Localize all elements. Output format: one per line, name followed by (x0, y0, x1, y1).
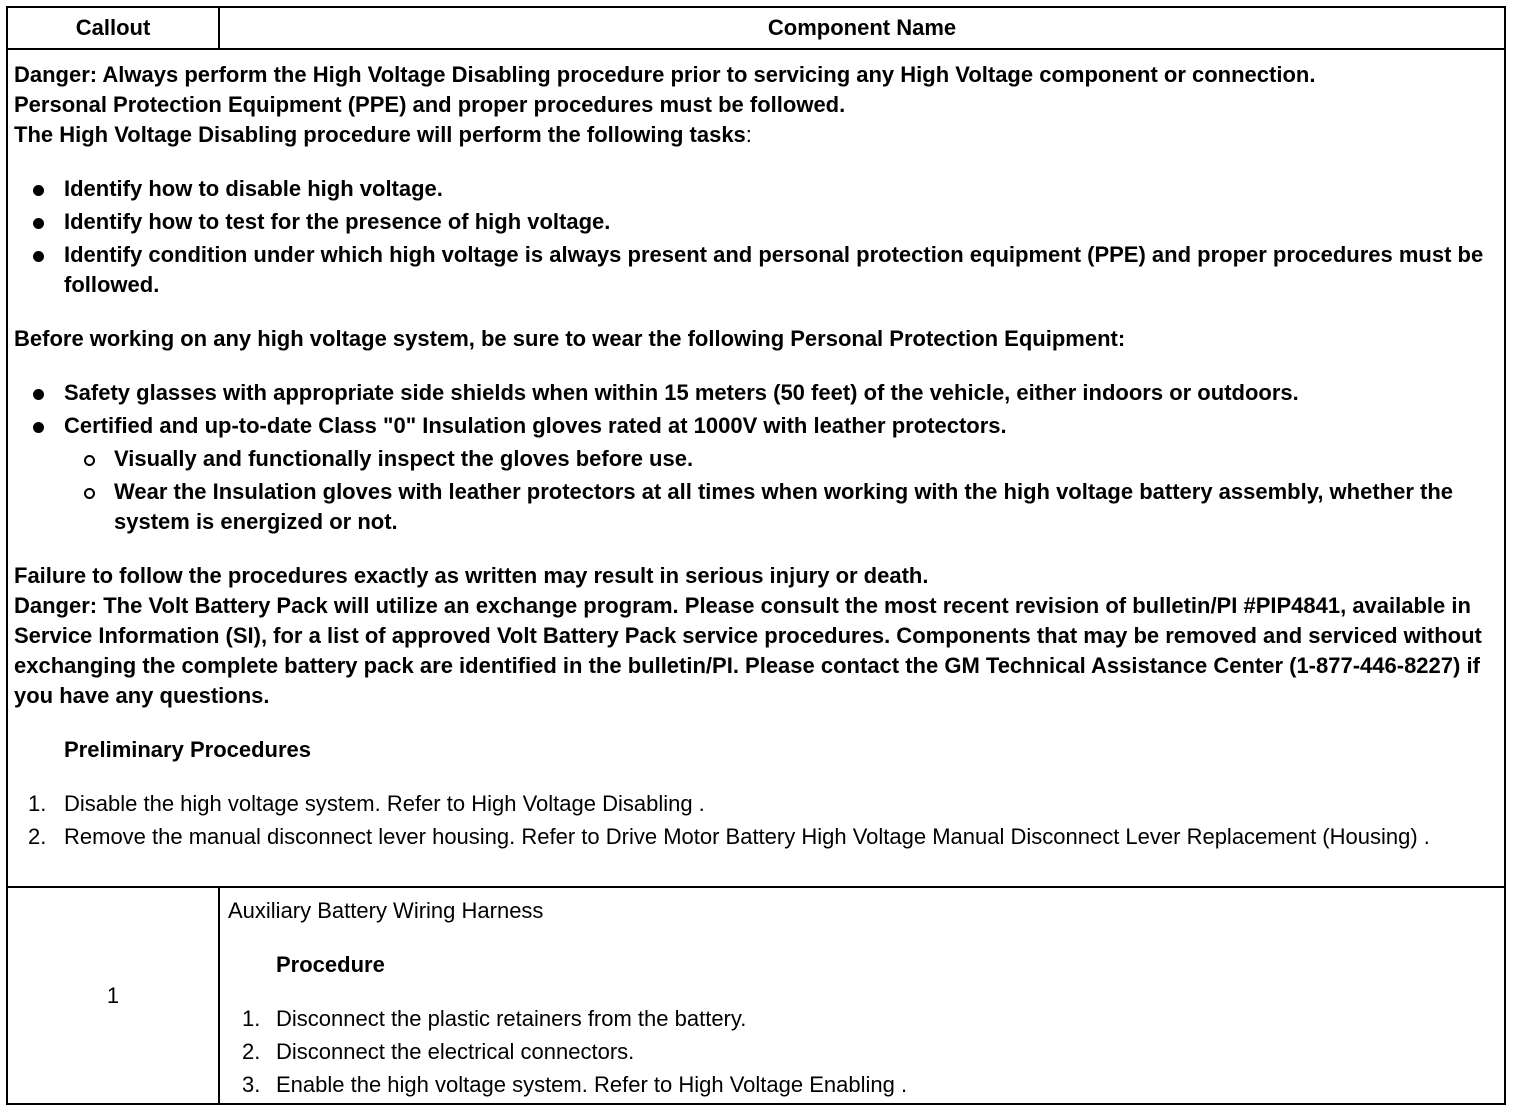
callout-column-header: Callout (8, 8, 220, 48)
list-subitem: Wear the Insulation gloves with leather protectors at all times when working with the high voltage battery assembly, whether the system is energized or not. (14, 477, 1496, 537)
ppe-list (14, 378, 1496, 537)
bullet-icon (33, 185, 44, 196)
tasks-intro-line (14, 120, 1496, 150)
before-working-statement: Before working on any high voltage system, be sure to wear the following Personal Protection Equipment: (14, 326, 1126, 351)
bullet-icon (33, 251, 44, 262)
failure-statement: Failure to follow the procedures exactly as written may result in serious injury or death. (14, 563, 929, 588)
circle-bullet-icon (84, 488, 95, 499)
component-name-column-header: Component Name (767, 15, 957, 40)
list-item: 1. Disable the high voltage system. Refer to High Voltage Disabling . (28, 791, 705, 816)
procedure-heading: Procedure (276, 952, 385, 977)
preliminary-procedures-heading: Preliminary Procedures (64, 737, 312, 762)
bullet-icon (33, 389, 44, 400)
table-row (8, 888, 1504, 1103)
danger-statement: Danger: Always perform the High Voltage Disabling procedure prior to servicing any High Voltage component or connection. (14, 62, 1316, 87)
tasks-intro-colon: : (745, 122, 752, 147)
procedure-steps-list (228, 1004, 1496, 1100)
list-item: Identify condition under which high voltage is always present and personal protection equipment (PPE) and proper procedures must be followed. (14, 240, 1496, 300)
list-item: Identify how to test for the presence of high voltage. (14, 207, 1496, 237)
table-header (8, 8, 1504, 50)
exchange-program-statement: Danger: The Volt Battery Pack will utilize an exchange program. Please consult the most recent revision of bulletin/PI #PIP4841, available in Service Information (SI), for a list of approved Volt Battery Pack service procedures. Components that may be removed and serviced without exchanging the complete battery pack are identified in the bulletin/PI. Please contact the GM Technical Assistance Center (1-877-446-8227) if you have any questions. (14, 593, 1482, 708)
list-item: Certified and up-to-date Class "0" Insulation gloves rated at 1000V with leather protectors. (14, 411, 1496, 441)
callout-cell: 1 (8, 888, 220, 1103)
list-subitem: Visually and functionally inspect the gloves before use. (14, 444, 1496, 474)
list-item: 3. Enable the high voltage system. Refer to High Voltage Enabling . (242, 1072, 908, 1097)
list-item: 2. Remove the manual disconnect lever housing. Refer to Drive Motor Battery High Voltage Manual Disconnect Lever Replacement (Housing) . (28, 824, 1430, 849)
list-item: 1. Disconnect the plastic retainers from the battery. (242, 1006, 747, 1031)
component-cell (220, 888, 1504, 1103)
list-item: Safety glasses with appropriate side shields when within 15 meters (50 feet) of the vehicle, either indoors or outdoors. (14, 378, 1496, 408)
circle-bullet-icon (84, 455, 95, 466)
warning-block (8, 50, 1504, 888)
preliminary-steps-list (14, 789, 1496, 852)
bullet-icon (33, 422, 44, 433)
bullet-icon (33, 218, 44, 229)
list-item: 2. Disconnect the electrical connectors. (242, 1039, 635, 1064)
service-table (6, 6, 1506, 1105)
ppe-statement: Personal Protection Equipment (PPE) and proper procedures must be followed. (14, 92, 846, 117)
component-name: Auxiliary Battery Wiring Harness (228, 898, 544, 923)
list-item: Identify how to disable high voltage. (14, 174, 1496, 204)
tasks-intro: The High Voltage Disabling procedure will perform the following tasks (14, 122, 746, 147)
tasks-list (14, 174, 1496, 300)
